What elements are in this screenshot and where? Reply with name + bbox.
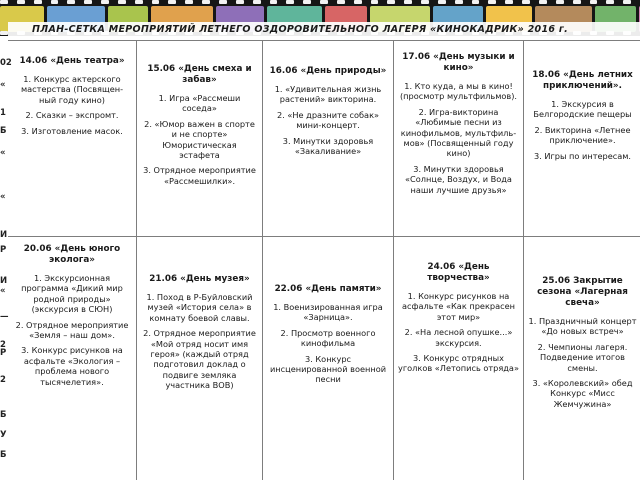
event-item: 1. Поход в Р-Буйловский музей «История села» в комнату боевой славы. bbox=[146, 292, 253, 323]
left-stub-char: И bbox=[0, 230, 8, 240]
left-stub-char: 02 bbox=[0, 58, 12, 68]
film-perforation bbox=[522, 0, 530, 4]
film-perforation bbox=[320, 0, 328, 4]
day-heading: 16.06 «День природы» bbox=[269, 66, 387, 76]
grid-line bbox=[8, 40, 640, 41]
film-perforation bbox=[404, 0, 412, 4]
left-stub-char: « bbox=[0, 80, 6, 90]
film-perforation bbox=[286, 0, 294, 4]
film-perforation bbox=[438, 0, 446, 4]
film-perforation bbox=[303, 0, 311, 4]
left-stub-char: — bbox=[0, 312, 9, 322]
grid-line bbox=[393, 40, 394, 480]
event-item: 1. Конкурс актерского мастерства (Посвящен- ный году кино) bbox=[20, 74, 124, 105]
day-cell-15-06 bbox=[138, 62, 261, 234]
event-item: 1. Игра «Рассмеши соседа» bbox=[158, 93, 241, 114]
left-stub-char: Б bbox=[0, 410, 7, 420]
film-perforation bbox=[556, 0, 564, 4]
film-perforation bbox=[219, 0, 227, 4]
day-cell-14-06 bbox=[10, 54, 134, 234]
film-perforation bbox=[421, 0, 429, 4]
event-item: 2. «Не дразните собак» мини-концерт. bbox=[276, 109, 380, 131]
film-perforation bbox=[34, 0, 42, 4]
event-item: 2. Игра-викторина «Любимые песни из кинофильмов, мультфиль- мов» (Посвященный году кино) bbox=[400, 106, 517, 159]
day-cell-18-06 bbox=[525, 68, 640, 234]
film-perforation bbox=[101, 0, 109, 4]
event-item: 1. Экскурсионная программа «Дикий мир родной природы» (экскурсия в СЮН) bbox=[21, 273, 123, 315]
film-perforation bbox=[202, 0, 210, 4]
left-stub-char: « bbox=[0, 286, 6, 296]
film-perforation bbox=[337, 0, 345, 4]
event-item: 1. Кто куда, а мы в кино! (просмотр мультфильмов). bbox=[399, 81, 518, 102]
day-cell-21-06 bbox=[138, 272, 261, 478]
event-item: 2. «Юмор важен в спорте и не спорте» Юмористическая эстафета bbox=[144, 118, 255, 161]
event-item: 2. Викторина «Летнее приключение». bbox=[534, 124, 631, 146]
left-stub-char: Р bbox=[0, 245, 7, 255]
event-item: 3. Отрядное мероприятие «Рассмешилки». bbox=[143, 165, 256, 186]
film-perforation bbox=[17, 0, 25, 4]
event-item: 3. Игры по интересам. bbox=[533, 150, 632, 161]
day-heading: 14.06 «День театра» bbox=[19, 56, 125, 66]
event-item: 1. «Удивительная жизнь растений» викторина. bbox=[274, 84, 382, 105]
film-perforation bbox=[168, 0, 176, 4]
film-perforation bbox=[354, 0, 362, 4]
left-stub-char: 2 bbox=[0, 340, 6, 350]
event-item: 1. Конкурс рисунков на асфальте «Как прекрасен этот мир» bbox=[401, 291, 516, 322]
day-cell-22-06 bbox=[264, 282, 392, 478]
film-perforation bbox=[152, 0, 160, 4]
day-cell-20-06 bbox=[10, 242, 134, 478]
event-item: 3. Минутки здоровья «Закаливание» bbox=[282, 135, 374, 157]
film-perforations-top bbox=[0, 0, 640, 5]
event-item: 2. Отрядное мероприятие «Земля – наш дом». bbox=[15, 319, 129, 341]
day-cell-17-06 bbox=[395, 50, 522, 234]
event-item: 2. Чемпионы лагеря. Подведение итогов смены. bbox=[537, 341, 628, 373]
grid-line bbox=[523, 40, 524, 480]
day-cell-25-06 bbox=[525, 274, 640, 478]
event-item: 2. Просмотр военного кинофильма bbox=[280, 327, 376, 349]
grid-line bbox=[8, 236, 640, 237]
film-perforation bbox=[623, 0, 631, 4]
film-perforation bbox=[573, 0, 581, 4]
film-perforation bbox=[236, 0, 244, 4]
day-heading: 24.06 «День творчества» bbox=[427, 262, 490, 283]
event-item: 1. Экскурсия в Белгородские пещеры bbox=[533, 99, 632, 120]
grid-line bbox=[262, 40, 263, 480]
left-stub-char: Б bbox=[0, 450, 7, 460]
film-perforation bbox=[371, 0, 379, 4]
event-item: 3. Изготовление масок. bbox=[21, 125, 123, 136]
event-item: 1. Праздничный концерт «До новых встреч» bbox=[528, 316, 637, 337]
left-stub-char: 2 bbox=[0, 375, 6, 385]
event-item: 3. Минутки здоровья «Солнце, Воздух, и Вода наши лучшие друзья» bbox=[405, 163, 512, 195]
film-perforation bbox=[270, 0, 278, 4]
film-perforation bbox=[67, 0, 75, 4]
film-perforation bbox=[387, 0, 395, 4]
day-heading: 20.06 «День юного эколога» bbox=[23, 244, 121, 265]
event-item: 2. Отрядное мероприятие «Мой отряд носит имя героя» (каждый отряд подготовил доклад о подвиге земляка участника ВОВ) bbox=[143, 328, 256, 391]
left-stub-char: « bbox=[0, 192, 6, 202]
left-stub-char: 1 bbox=[0, 108, 6, 118]
event-item: 1. Военизированная игра «Зарница». bbox=[273, 302, 383, 323]
film-perforation bbox=[590, 0, 598, 4]
day-heading: 15.06 «День смеха и забав» bbox=[147, 64, 252, 85]
left-stub-char: Б bbox=[0, 126, 7, 136]
day-heading: 25.06 Закрытие сезона «Лагерная свеча» bbox=[537, 276, 628, 308]
schedule-grid bbox=[8, 40, 640, 480]
film-perforation bbox=[606, 0, 614, 4]
event-item: 3. Конкурс отрядных уголков «Летопись отряда» bbox=[398, 353, 519, 374]
film-perforation bbox=[539, 0, 547, 4]
film-perforation bbox=[84, 0, 92, 4]
grid-line bbox=[136, 40, 137, 480]
event-item: 3. «Королевский» обед Конкурс «Мисс Жемчужина» bbox=[532, 378, 633, 409]
event-item: 3. Конкурс рисунков на асфальте «Экология – проблема нового тысячелетия». bbox=[21, 345, 123, 387]
film-perforation bbox=[505, 0, 513, 4]
film-perforation bbox=[0, 31, 8, 35]
left-stub-char: У bbox=[0, 430, 7, 440]
film-perforation bbox=[455, 0, 463, 4]
film-perforation bbox=[0, 0, 8, 4]
left-stub-column bbox=[0, 56, 12, 476]
film-perforation bbox=[472, 0, 480, 4]
left-stub-char: И bbox=[0, 276, 8, 286]
film-perforation bbox=[488, 0, 496, 4]
day-heading: 17.06 «День музыки и кино» bbox=[402, 52, 515, 73]
event-item: 2. «На лесной опушке...» экскурсия. bbox=[404, 327, 513, 348]
film-perforation bbox=[185, 0, 193, 4]
film-perforation bbox=[135, 0, 143, 4]
day-heading: 18.06 «День летних приключений». bbox=[532, 70, 633, 91]
film-perforation bbox=[51, 0, 59, 4]
left-stub-char: « bbox=[0, 148, 6, 158]
film-perforation bbox=[118, 0, 126, 4]
day-cell-24-06 bbox=[395, 260, 522, 478]
day-cell-16-06 bbox=[264, 64, 392, 234]
page-title: ПЛАН-СЕТКА МЕРОПРИЯТИЙ ЛЕТНЕГО ОЗДОРОВИТЕЛЬНОГО ЛАГЕРЯ «КИНОКАДРИК» 2016 г. bbox=[8, 22, 640, 38]
event-item: 2. Сказки – экспромт. bbox=[25, 110, 119, 121]
film-perforation bbox=[253, 0, 261, 4]
event-item: 3. Конкурс инсценированной военной песни bbox=[269, 353, 387, 385]
left-stub-char: Р bbox=[0, 348, 7, 358]
day-heading: 21.06 «День музея» bbox=[149, 274, 250, 284]
day-heading: 22.06 «День памяти» bbox=[274, 284, 382, 294]
